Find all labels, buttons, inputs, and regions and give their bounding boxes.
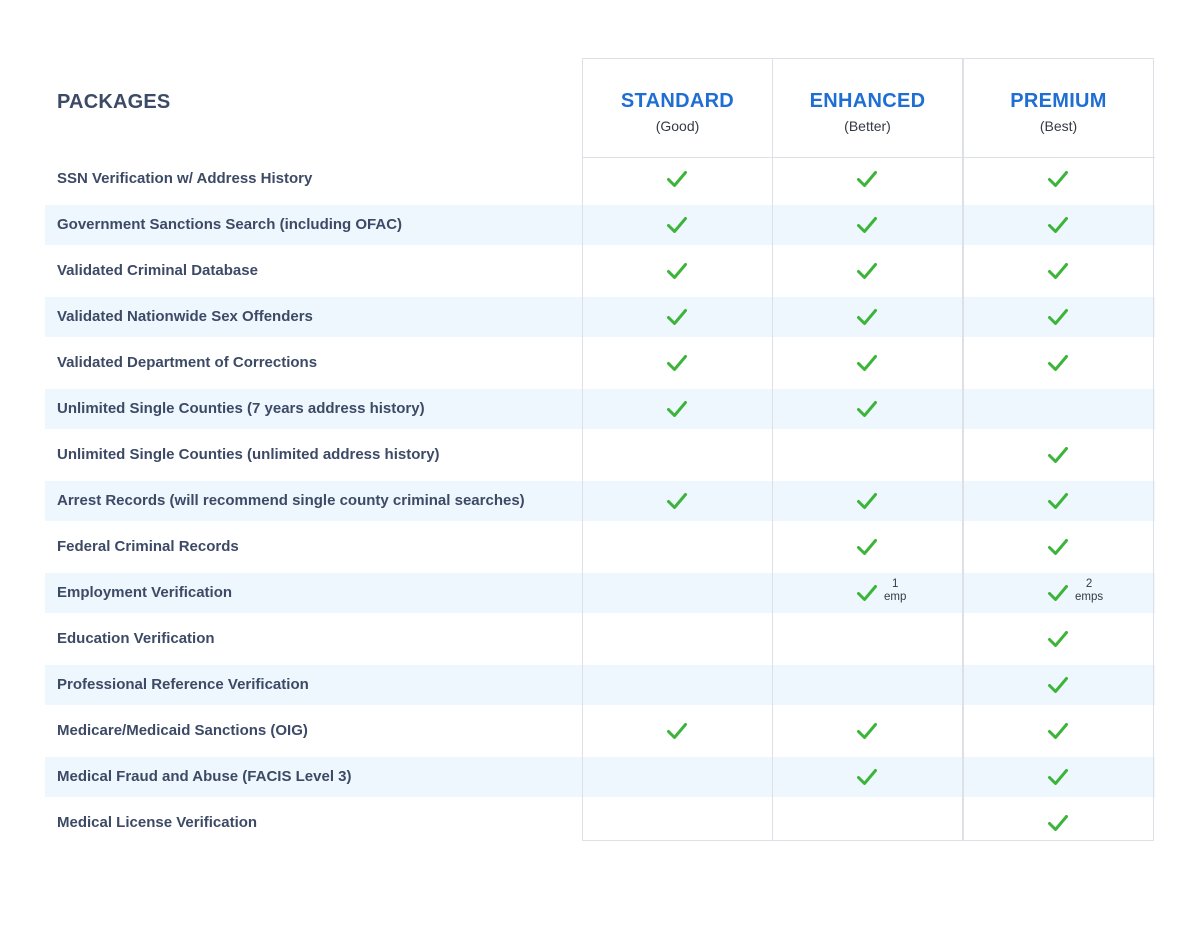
plan-cell bbox=[582, 711, 773, 751]
plan-cell bbox=[772, 757, 963, 797]
header-divider bbox=[582, 157, 1155, 158]
plan-cell bbox=[772, 159, 963, 199]
checkmark-icon bbox=[856, 261, 878, 281]
feature-label: Federal Criminal Records bbox=[57, 538, 239, 555]
plan-cell bbox=[963, 343, 1154, 383]
checkmark-icon bbox=[856, 215, 878, 235]
feature-row bbox=[45, 711, 1155, 751]
plan-cell bbox=[772, 527, 963, 567]
plan-cell bbox=[772, 803, 963, 843]
plan-cell bbox=[772, 573, 963, 613]
checkmark-icon bbox=[1047, 169, 1069, 189]
plan-cell bbox=[772, 297, 963, 337]
checkmark-icon bbox=[666, 399, 688, 419]
checkmark-icon bbox=[856, 767, 878, 787]
feature-row bbox=[45, 389, 1155, 429]
plan-cell bbox=[963, 573, 1154, 613]
checkmark-icon bbox=[666, 261, 688, 281]
feature-row bbox=[45, 665, 1155, 705]
plan-tier: (Good) bbox=[655, 118, 700, 134]
feature-row bbox=[45, 803, 1155, 843]
checkmark-icon bbox=[856, 169, 878, 189]
checkmark-icon bbox=[1047, 675, 1069, 695]
plan-cell bbox=[963, 481, 1154, 521]
checkmark-icon bbox=[1047, 261, 1069, 281]
feature-label: Employment Verification bbox=[57, 584, 233, 601]
plan-cell bbox=[772, 205, 963, 245]
feature-label: Government Sanctions Search (including OFAC) bbox=[57, 216, 403, 233]
plan-cell bbox=[582, 481, 773, 521]
plan-cell bbox=[582, 527, 773, 567]
plan-cell bbox=[772, 619, 963, 659]
plan-header-enhanced bbox=[772, 90, 963, 134]
checkmark-icon bbox=[856, 583, 878, 603]
quantity-note: 1 emp bbox=[884, 578, 907, 603]
feature-label: SSN Verification w/ Address History bbox=[57, 170, 313, 187]
feature-row bbox=[45, 343, 1155, 383]
feature-label: Unlimited Single Counties (7 years address history) bbox=[57, 400, 425, 417]
plan-cell bbox=[772, 481, 963, 521]
plan-cell bbox=[963, 389, 1154, 429]
plan-cell bbox=[582, 573, 773, 613]
feature-row bbox=[45, 251, 1155, 291]
plan-cell bbox=[772, 435, 963, 475]
quantity-note: 2 emps bbox=[1075, 578, 1104, 603]
feature-row bbox=[45, 619, 1155, 659]
plan-cell bbox=[772, 711, 963, 751]
checkmark-icon bbox=[856, 721, 878, 741]
plan-cell bbox=[772, 665, 963, 705]
checkmark-icon bbox=[1047, 215, 1069, 235]
plan-cell bbox=[582, 435, 773, 475]
plan-cell bbox=[772, 251, 963, 291]
plan-cell bbox=[963, 803, 1154, 843]
feature-row bbox=[45, 527, 1155, 567]
feature-label: Medicare/Medicaid Sanctions (OIG) bbox=[57, 722, 308, 739]
plan-cell bbox=[963, 757, 1154, 797]
plan-cell bbox=[582, 159, 773, 199]
plan-cell bbox=[582, 389, 773, 429]
checkmark-icon bbox=[1047, 491, 1069, 511]
feature-label: Validated Department of Corrections bbox=[57, 354, 318, 371]
plan-header-premium bbox=[963, 90, 1154, 134]
plan-cell bbox=[963, 619, 1154, 659]
feature-row bbox=[45, 159, 1155, 199]
checkmark-icon bbox=[856, 537, 878, 557]
feature-label: Validated Nationwide Sex Offenders bbox=[57, 308, 313, 325]
checkmark-icon bbox=[666, 307, 688, 327]
checkmark-icon bbox=[856, 491, 878, 511]
plan-cell bbox=[963, 159, 1154, 199]
plan-name: ENHANCED bbox=[809, 90, 926, 112]
plan-cell bbox=[963, 435, 1154, 475]
checkmark-icon bbox=[1047, 307, 1069, 327]
checkmark-icon bbox=[666, 215, 688, 235]
plan-cell bbox=[582, 665, 773, 705]
plan-cell bbox=[772, 389, 963, 429]
feature-row bbox=[45, 435, 1155, 475]
plan-cell bbox=[582, 251, 773, 291]
feature-row bbox=[45, 481, 1155, 521]
checkmark-icon bbox=[666, 353, 688, 373]
plan-cell bbox=[582, 343, 773, 383]
feature-label: Medical License Verification bbox=[57, 814, 258, 831]
feature-label: Unlimited Single Counties (unlimited address history) bbox=[57, 446, 440, 463]
plan-cell bbox=[582, 757, 773, 797]
plan-cell bbox=[772, 343, 963, 383]
checkmark-icon bbox=[1047, 721, 1069, 741]
plan-cell bbox=[582, 803, 773, 843]
checkmark-icon bbox=[856, 353, 878, 373]
feature-row bbox=[45, 573, 1155, 613]
plan-cell bbox=[582, 205, 773, 245]
checkmark-icon bbox=[1047, 583, 1069, 603]
plan-cell bbox=[963, 297, 1154, 337]
checkmark-icon bbox=[1047, 537, 1069, 557]
checkmark-icon bbox=[1047, 353, 1069, 373]
checkmark-icon bbox=[1047, 629, 1069, 649]
plan-tier: (Better) bbox=[844, 118, 891, 134]
plan-cell bbox=[963, 665, 1154, 705]
plan-name: STANDARD bbox=[620, 90, 735, 112]
plan-name: PREMIUM bbox=[1010, 90, 1107, 112]
checkmark-icon bbox=[666, 491, 688, 511]
packages-title: PACKAGES bbox=[57, 91, 171, 113]
plan-cell bbox=[963, 251, 1154, 291]
checkmark-icon bbox=[666, 169, 688, 189]
plan-cell bbox=[582, 619, 773, 659]
plan-cell bbox=[963, 711, 1154, 751]
feature-label: Education Verification bbox=[57, 630, 215, 647]
checkmark-icon bbox=[666, 721, 688, 741]
checkmark-icon bbox=[856, 307, 878, 327]
plan-header-standard bbox=[582, 90, 773, 134]
feature-label: Arrest Records (will recommend single county criminal searches) bbox=[57, 492, 525, 509]
feature-label: Professional Reference Verification bbox=[57, 676, 309, 693]
checkmark-icon bbox=[856, 399, 878, 419]
feature-label: Validated Criminal Database bbox=[57, 262, 258, 279]
feature-row bbox=[45, 297, 1155, 337]
plan-cell bbox=[963, 205, 1154, 245]
plan-cell bbox=[582, 297, 773, 337]
checkmark-icon bbox=[1047, 813, 1069, 833]
feature-row bbox=[45, 757, 1155, 797]
checkmark-icon bbox=[1047, 445, 1069, 465]
plan-cell bbox=[963, 527, 1154, 567]
feature-label: Medical Fraud and Abuse (FACIS Level 3) bbox=[57, 768, 352, 785]
checkmark-icon bbox=[1047, 767, 1069, 787]
plan-tier: (Best) bbox=[1039, 118, 1078, 134]
feature-row bbox=[45, 205, 1155, 245]
